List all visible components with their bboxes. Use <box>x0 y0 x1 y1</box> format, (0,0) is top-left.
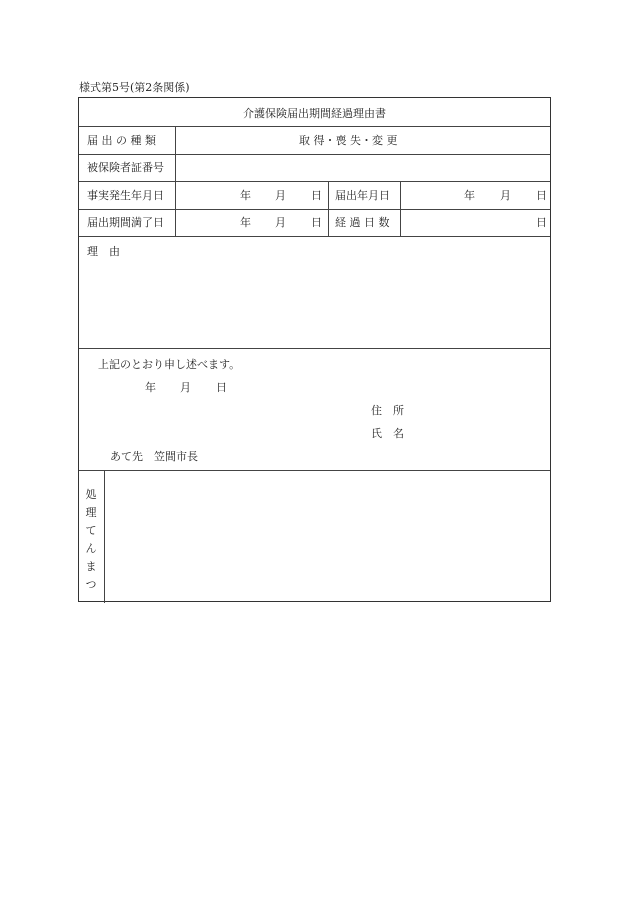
rule <box>175 126 176 236</box>
rule <box>79 181 550 182</box>
rule <box>79 348 550 349</box>
notification-type-label: 届 出 の 種 類 <box>87 134 156 147</box>
notice-date-label: 届出年月日 <box>335 189 390 202</box>
notice-year: 年 <box>464 189 475 202</box>
reason-label: 理 由 <box>87 245 120 258</box>
rule <box>328 181 329 236</box>
rule <box>104 470 105 603</box>
declaration-year: 年 <box>145 381 156 394</box>
deadline-year: 年 <box>240 216 251 229</box>
elapsed-days-label: 経 過 日 数 <box>335 216 390 229</box>
deadline-date-label: 届出期間満了日 <box>87 216 164 229</box>
rule <box>400 181 401 236</box>
address-label: 住 所 <box>371 404 404 417</box>
rule <box>79 126 550 127</box>
deadline-day: 日 <box>311 216 322 229</box>
rule <box>79 209 550 210</box>
form-table <box>78 97 551 602</box>
elapsed-days-unit: 日 <box>536 216 547 229</box>
occurrence-date-label: 事実発生年月日 <box>87 189 164 202</box>
declaration-statement: 上記のとおり申し述べます。 <box>98 358 241 371</box>
name-label: 氏 名 <box>371 427 404 440</box>
addressee: あて先 笠間市長 <box>110 450 198 463</box>
processing-label: 処理てんまつ <box>85 488 97 591</box>
rule <box>79 470 550 471</box>
declaration-month: 月 <box>180 381 191 394</box>
rule <box>79 236 550 237</box>
notification-type-options[interactable]: 取 得・喪 失・変 更 <box>299 134 398 147</box>
occurrence-day: 日 <box>311 189 322 202</box>
insured-number-label: 被保険者証番号 <box>87 161 164 174</box>
declaration-day: 日 <box>216 381 227 394</box>
rule <box>79 154 550 155</box>
notice-month: 月 <box>500 189 511 202</box>
notice-day: 日 <box>536 189 547 202</box>
form-number-label: 様式第5号(第2条関係) <box>79 81 190 94</box>
form-title: 介護保険届出期間経過理由書 <box>243 107 386 120</box>
deadline-month: 月 <box>275 216 286 229</box>
occurrence-month: 月 <box>275 189 286 202</box>
occurrence-year: 年 <box>240 189 251 202</box>
